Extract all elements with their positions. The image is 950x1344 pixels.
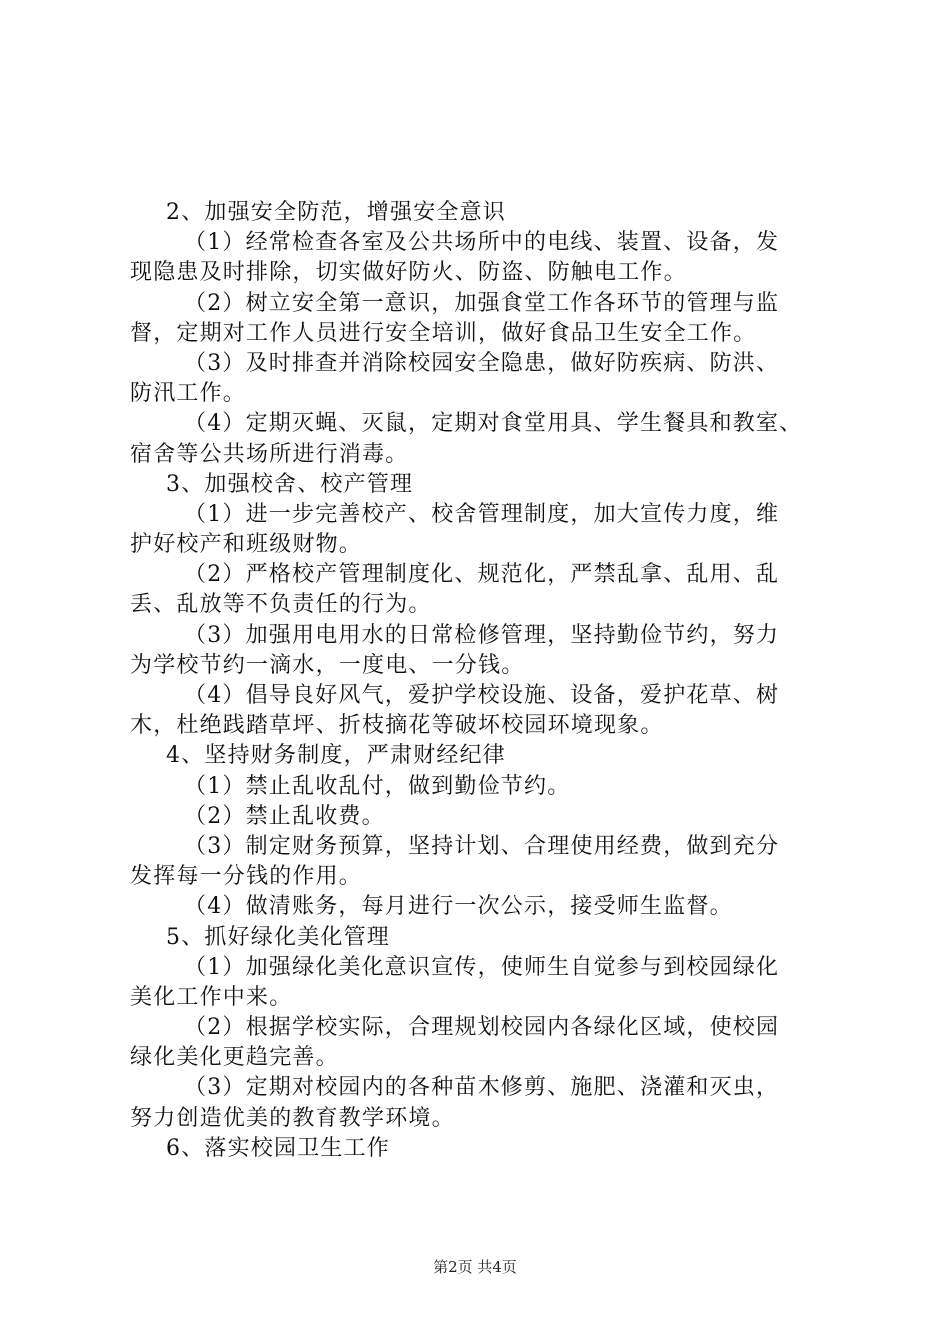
paragraph-line: （4）做清账务，每月进行一次公示，接受师生监督。: [184, 894, 733, 920]
paragraph-line: 努力创造优美的教育教学环境。: [130, 1105, 455, 1131]
section-heading: 5、抓好绿化美化管理: [166, 924, 390, 950]
paragraph-line: 督，定期对工作人员进行安全培训，做好食品卫生安全工作。: [130, 320, 757, 346]
paragraph-line: 美化工作中来。: [130, 984, 293, 1010]
paragraph-line: 为学校节约一滴水，一度电、一分钱。: [130, 652, 525, 678]
paragraph-line: （1）加强绿化美化意识宣传，使师生自觉参与到校园绿化: [184, 954, 780, 980]
document-body: [118, 198, 838, 1164]
paragraph-line: （4）倡导良好风气，爱护学校设施、设备，爱护花草、树: [184, 683, 780, 708]
paragraph-line: （3）加强用电用水的日常检修管理，坚持勤俭节约，努力: [184, 622, 780, 648]
paragraph-line: （4）定期灭蝇、灭鼠，定期对食堂用具、学生餐具和教室、: [184, 411, 803, 437]
paragraph-line: 防汛工作。: [130, 381, 247, 407]
paragraph-line: （2）禁止乱收费。: [184, 803, 385, 829]
paragraph-line: （3）定期对校园内的各种苗木修剪、施肥、浇灌和灭虫，: [184, 1075, 780, 1101]
paragraph-line: （3）制定财务预算，坚持计划、合理使用经费，做到充分: [184, 833, 780, 859]
paragraph-line: （1）禁止乱收乱付，做到勤俭节约。: [184, 773, 571, 799]
paragraph-line: （2）根据学校实际，合理规划校园内各绿化区域，使校园: [184, 1015, 780, 1041]
paragraph-line: 发挥每一分钱的作用。: [130, 864, 363, 890]
paragraph-line: 木，杜绝践踏草坪、折枝摘花等破坏校园环境现象。: [130, 713, 664, 739]
paragraph-line: （2）树立安全第一意识，加强食堂工作各环节的管理与监: [184, 290, 780, 316]
section-heading: 4、坚持财务制度，严肃财经纪律: [166, 743, 506, 769]
paragraph-line: 丢、乱放等不负责任的行为。: [130, 592, 432, 618]
paragraph-line: （2）严格校产管理制度化、规范化，严禁乱拿、乱用、乱: [184, 562, 780, 588]
paragraph-line: （1）经常检查各室及公共场所中的电线、装置、设备，发: [184, 230, 780, 256]
paragraph-line: （3）及时排查并消除校园安全隐患，做好防疾病、防洪、: [184, 350, 780, 376]
section-heading: 3、加强校舍、校产管理: [166, 471, 414, 497]
page-footer: 第2页 共4页: [433, 1258, 517, 1276]
paragraph-line: 宿舍等公共场所进行消毒。: [130, 441, 409, 467]
paragraph-line: 现隐患及时排除，切实做好防火、防盗、防触电工作。: [130, 260, 687, 286]
paragraph-line: （1）进一步完善校产、校舍管理制度，加大宣传力度，维: [184, 501, 780, 527]
paragraph-line: 绿化美化更趋完善。: [130, 1045, 339, 1071]
section-heading: 2、加强安全防范，增强安全意识: [166, 200, 506, 225]
section-heading: 6、落实校园卫生工作: [166, 1135, 390, 1161]
paragraph-line: 护好校产和班级财物。: [130, 532, 363, 558]
